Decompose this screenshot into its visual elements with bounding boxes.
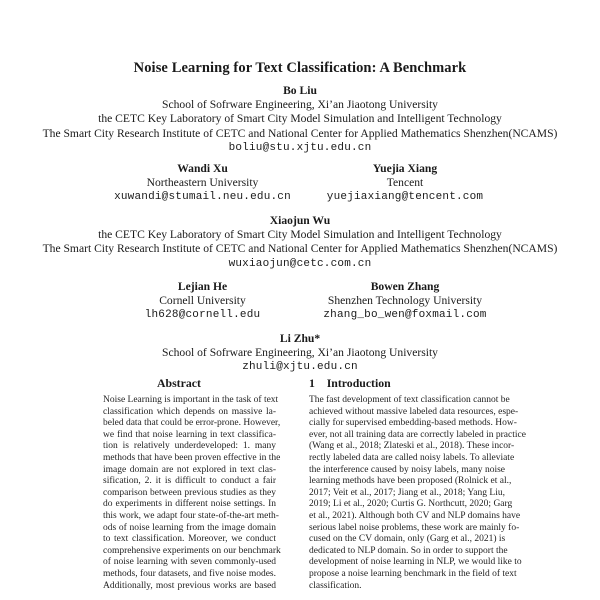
author-name: Yuejia Xiang xyxy=(372,162,438,175)
text-line: we find that noise learning in text classifica- xyxy=(103,429,276,440)
author-email: zhang_bo_wen@foxmail.com xyxy=(323,309,487,322)
text-line: comparison between previous studies as they xyxy=(103,487,276,498)
text-line: propose a noise learning benchmark in the field of text xyxy=(309,568,517,579)
author-email: lh628@cornell.edu xyxy=(144,309,261,322)
abstract-heading: Abstract xyxy=(157,376,201,390)
author-affiliation: School of Sofrware Engineering, Xi’an Jiaotong University xyxy=(162,98,438,112)
text-line: et al., 2021). Although both CV and NLP domains have xyxy=(309,510,521,521)
text-line: do experiments in different noise settings. In xyxy=(103,499,276,510)
text-line: of noise learning with seven commonly-used xyxy=(103,557,276,568)
author-email: boliu@stu.xjtu.edu.cn xyxy=(228,141,372,154)
text-line: Additionally, most previous works are based xyxy=(103,580,276,591)
author-block-bowen-zhang xyxy=(300,280,510,323)
author-block-bo-liu xyxy=(0,84,600,155)
author-affiliation: the CETC Key Laboratory of Smart City Model Simulation and Intelligent Technology xyxy=(98,228,502,242)
author-affiliation: Tencent xyxy=(386,176,424,190)
author-email: wuxiaojun@cetc.com.cn xyxy=(228,257,372,270)
author-affiliation: The Smart City Research Institute of CETC and National Center for Applied Mathematics Shenzhen(NCAMS) xyxy=(42,242,558,256)
author-affiliation: Shenzhen Technology University xyxy=(327,294,483,308)
author-name: Li Zhu* xyxy=(279,332,321,345)
author-name: Xiaojun Wu xyxy=(269,214,331,227)
introduction-heading: 1 Introduction xyxy=(309,376,391,390)
author-block-xiaojun-wu xyxy=(0,214,600,271)
text-line: learning methods have been proposed (Rolnick et al., xyxy=(309,476,512,487)
text-line: The fast development of text classification cannot be xyxy=(309,395,510,405)
author-block-yuejia-xiang xyxy=(305,162,505,205)
text-line: image domain are not explored in text clas- xyxy=(103,464,276,475)
author-block-li-zhu xyxy=(0,332,600,375)
text-line: achieved without massive labeled data resources, espe- xyxy=(309,406,519,417)
text-line: classification. xyxy=(309,580,362,591)
author-block-lejian-he xyxy=(95,280,310,323)
author-block-wandi-xu xyxy=(95,162,310,205)
text-line: beled data that could be error-prone. However, xyxy=(103,418,281,429)
text-line: cused on the CV domain, only (Garg et al., 2021) is xyxy=(309,534,506,545)
text-line: ods of noise learning from the image domain xyxy=(103,522,276,533)
author-name: Lejian He xyxy=(177,280,228,293)
text-line: cially for supervised embedding-based methods. How- xyxy=(309,418,517,429)
text-line: development of noise learning in NLP, we would like to xyxy=(309,557,522,568)
author-affiliation: Northeastern University xyxy=(146,176,259,190)
author-email: yuejiaxiang@tencent.com xyxy=(326,191,484,204)
author-name: Wandi Xu xyxy=(177,162,228,175)
text-line: classification which depends on massive la- xyxy=(103,406,276,417)
author-affiliation: School of Sofrware Engineering, Xi’an Jiaotong University xyxy=(162,346,438,360)
text-line: this work, we adapt four state-of-the-art meth- xyxy=(103,510,279,521)
text-line: methods, four datasets, and five noise modes. xyxy=(103,568,276,579)
text-line: 2019; Li et al., 2020; Curtis G. Northcutt, 2020; Garg xyxy=(309,499,513,510)
text-line: ever, not all training data are correctly labeled in practice xyxy=(309,429,526,440)
text-line: dedicated to NLP domain. So in order to support the xyxy=(309,545,508,556)
author-name: Bowen Zhang xyxy=(370,280,440,293)
author-affiliation: The Smart City Research Institute of CETC and National Center for Applied Mathematics Shenzhen(NCAMS) xyxy=(42,126,558,140)
text-line: serious label noise problems, these work are mainly fo- xyxy=(309,522,520,533)
text-line: the interference caused by noisy labels, many noise xyxy=(309,464,505,475)
text-line: methods that have been proven effective in the xyxy=(103,452,281,463)
author-affiliation: the CETC Key Laboratory of Smart City Model Simulation and Intelligent Technology xyxy=(98,112,502,126)
abstract-text xyxy=(103,395,281,592)
author-affiliation: Cornell University xyxy=(159,294,246,308)
author-email: xuwandi@stumail.neu.edu.cn xyxy=(114,191,291,204)
author-name: Bo Liu xyxy=(283,84,317,97)
text-line: comprehensive experiments on our benchmark xyxy=(103,545,281,556)
text-line: rectly labeled data are called noisy labels. To alleviate xyxy=(309,452,515,463)
text-line: 2017; Veit et al., 2017; Jiang et al., 2018; Yang Liu, xyxy=(309,487,505,498)
text-line: (Wang et al., 2018; Zlateski et al., 2018). These incor- xyxy=(309,441,515,452)
paper-title: Noise Learning for Text Classification: A Benchmark xyxy=(133,60,467,76)
text-line: Noise Learning is important in the task of text xyxy=(103,395,279,405)
text-line: to text classification. Moreover, we conduct xyxy=(103,534,276,545)
text-line: tion is relatively underdeveloped: 1. many xyxy=(103,441,276,452)
author-email: zhuli@xjtu.edu.cn xyxy=(242,361,358,374)
text-line: sification, 2. it is difficult to conduct a fair xyxy=(103,476,276,487)
introduction-text xyxy=(309,395,526,592)
